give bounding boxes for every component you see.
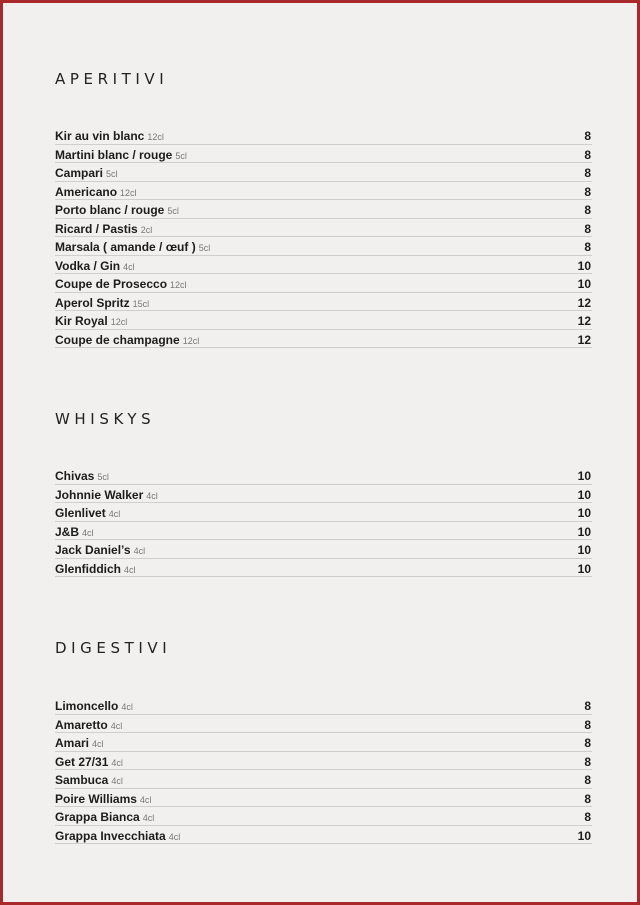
item-name-group xyxy=(55,163,118,183)
item-name: Get 27/31 xyxy=(55,754,109,769)
item-list xyxy=(55,696,592,844)
item-name-group xyxy=(55,466,109,486)
item-name-group xyxy=(55,503,120,523)
section-digestivi xyxy=(55,639,592,843)
item-price: 8 xyxy=(584,810,591,824)
item-volume: 5cl xyxy=(198,243,211,253)
item-name: Chivas xyxy=(55,469,95,483)
item-volume: 4cl xyxy=(123,261,135,272)
menu-item-row xyxy=(55,807,592,826)
item-price: 8 xyxy=(584,203,591,217)
item-name: Coupe de champagne xyxy=(55,332,180,347)
item-name-group xyxy=(55,256,135,276)
item-name-group xyxy=(55,826,180,846)
item-price: 10 xyxy=(577,258,591,273)
item-price: 8 xyxy=(584,717,591,732)
menu-item-row xyxy=(55,237,592,256)
item-volume: 5cl xyxy=(175,150,187,161)
menu-item-row xyxy=(55,540,592,559)
menu-item-row xyxy=(55,126,592,145)
item-price: 8 xyxy=(584,240,591,254)
item-price: 8 xyxy=(584,699,591,713)
item-name: Aperol Spritz xyxy=(55,295,130,310)
menu-item-row xyxy=(55,145,592,164)
item-name-group xyxy=(55,696,133,716)
menu-item-row xyxy=(55,559,592,578)
item-name-group xyxy=(55,540,145,560)
item-name: Johnnie Walker xyxy=(55,487,144,502)
section-title: DIGESTIVI xyxy=(55,639,172,657)
menu-item-row xyxy=(55,219,592,238)
item-volume: 4cl xyxy=(92,739,104,749)
item-price: 10 xyxy=(577,561,591,576)
item-price: 10 xyxy=(577,828,591,843)
item-name-group xyxy=(55,807,154,827)
item-volume: 4cl xyxy=(146,490,158,501)
item-price: 10 xyxy=(577,277,591,291)
item-name-group xyxy=(55,274,187,294)
item-price: 10 xyxy=(577,543,591,557)
item-name: Campari xyxy=(55,166,104,180)
section-whiskys xyxy=(55,410,592,576)
item-name-group xyxy=(55,752,123,772)
menu-item-row xyxy=(55,503,592,522)
item-volume: 4cl xyxy=(110,720,123,731)
item-name: Martini blanc / rouge xyxy=(55,147,173,162)
section-aperitivi xyxy=(55,70,592,347)
item-volume: 4cl xyxy=(82,527,94,538)
item-volume: 4cl xyxy=(111,757,123,768)
item-name-group xyxy=(55,715,122,735)
item-name: Jack Daniel’s xyxy=(55,543,131,557)
item-volume: 4cl xyxy=(111,776,123,786)
item-name: Kir Royal xyxy=(55,314,108,328)
item-name: Americano xyxy=(55,184,118,199)
item-name: Kir au vin blanc xyxy=(55,129,145,143)
item-volume: 12cl xyxy=(170,280,187,290)
item-price: 8 xyxy=(584,221,591,236)
item-volume: 15cl xyxy=(132,298,150,309)
item-volume: 4cl xyxy=(108,509,121,519)
item-volume: 4cl xyxy=(142,813,155,823)
section-title: WHISKYS xyxy=(55,410,156,428)
menu-item-row xyxy=(55,200,592,219)
item-volume: 5cl xyxy=(167,206,179,216)
menu-item-row xyxy=(55,715,592,734)
item-price: 12 xyxy=(577,295,591,310)
item-volume: 12cl xyxy=(110,317,128,327)
item-volume: 12cl xyxy=(182,335,200,346)
menu-item-row xyxy=(55,466,592,485)
item-name: Poire Williams xyxy=(55,791,137,806)
item-price: 10 xyxy=(577,469,591,483)
item-price: 8 xyxy=(584,129,591,143)
menu-item-row xyxy=(55,256,592,275)
menu-item-row xyxy=(55,274,592,293)
menu-item-row xyxy=(55,330,592,349)
item-volume: 5cl xyxy=(106,169,118,179)
menu-item-row xyxy=(55,752,592,771)
menu-item-row xyxy=(55,826,592,845)
item-volume: 4cl xyxy=(168,831,181,842)
item-volume: 12cl xyxy=(120,187,137,198)
item-name-group xyxy=(55,559,136,579)
item-name: Sambuca xyxy=(55,773,109,787)
menu-item-row xyxy=(55,522,592,541)
item-name: Vodka / Gin xyxy=(55,258,121,273)
item-name-group xyxy=(55,311,127,331)
item-name: Marsala ( amande / œuf ) xyxy=(55,240,196,254)
menu-item-row xyxy=(55,182,592,201)
item-price: 8 xyxy=(584,736,591,750)
menu-item-row xyxy=(55,311,592,330)
item-name: Amaretto xyxy=(55,717,108,732)
item-name: Grappa Invecchiata xyxy=(55,828,166,843)
item-name-group xyxy=(55,485,158,505)
item-name-group xyxy=(55,789,151,809)
item-volume: 2cl xyxy=(140,224,153,235)
item-price: 12 xyxy=(577,332,591,347)
item-price: 12 xyxy=(577,314,591,328)
section-title: APERITIVI xyxy=(55,70,169,88)
item-name-group xyxy=(55,126,164,146)
item-volume: 5cl xyxy=(97,472,109,482)
item-name-group xyxy=(55,770,123,790)
item-name-group xyxy=(55,237,210,257)
item-name: Limoncello xyxy=(55,699,119,713)
item-name: Glenlivet xyxy=(55,506,106,520)
item-name: Glenfiddich xyxy=(55,561,121,576)
item-volume: 4cl xyxy=(124,564,136,575)
item-volume: 4cl xyxy=(139,794,152,805)
item-name: Ricard / Pastis xyxy=(55,221,138,236)
item-name-group xyxy=(55,522,94,542)
item-list xyxy=(55,126,592,348)
item-name-group xyxy=(55,200,179,220)
menu-item-row xyxy=(55,789,592,808)
item-price: 10 xyxy=(577,487,591,502)
menu-item-row xyxy=(55,293,592,312)
item-volume: 12cl xyxy=(147,132,164,142)
item-volume: 4cl xyxy=(121,702,133,712)
item-name: Amari xyxy=(55,736,90,750)
item-name-group xyxy=(55,733,104,753)
menu-item-row xyxy=(55,770,592,789)
item-price: 10 xyxy=(577,506,591,520)
item-name: Coupe de Prosecco xyxy=(55,277,168,291)
menu-item-row xyxy=(55,485,592,504)
item-list xyxy=(55,466,592,577)
item-name-group xyxy=(55,293,149,313)
item-name: Porto blanc / rouge xyxy=(55,203,165,217)
item-name: J&B xyxy=(55,524,80,539)
item-price: 8 xyxy=(584,184,591,199)
item-price: 10 xyxy=(577,524,591,539)
item-name-group xyxy=(55,330,199,350)
item-name-group xyxy=(55,145,187,165)
item-price: 8 xyxy=(584,147,591,162)
menu-item-row xyxy=(55,733,592,752)
item-price: 8 xyxy=(584,166,591,180)
item-name-group xyxy=(55,182,137,202)
item-name-group xyxy=(55,219,152,239)
menu-item-row xyxy=(55,163,592,182)
item-price: 8 xyxy=(584,773,591,787)
menu-item-row xyxy=(55,696,592,715)
item-price: 8 xyxy=(584,791,591,806)
item-price: 8 xyxy=(584,754,591,769)
item-volume: 4cl xyxy=(133,546,146,556)
item-name: Grappa Bianca xyxy=(55,810,140,824)
